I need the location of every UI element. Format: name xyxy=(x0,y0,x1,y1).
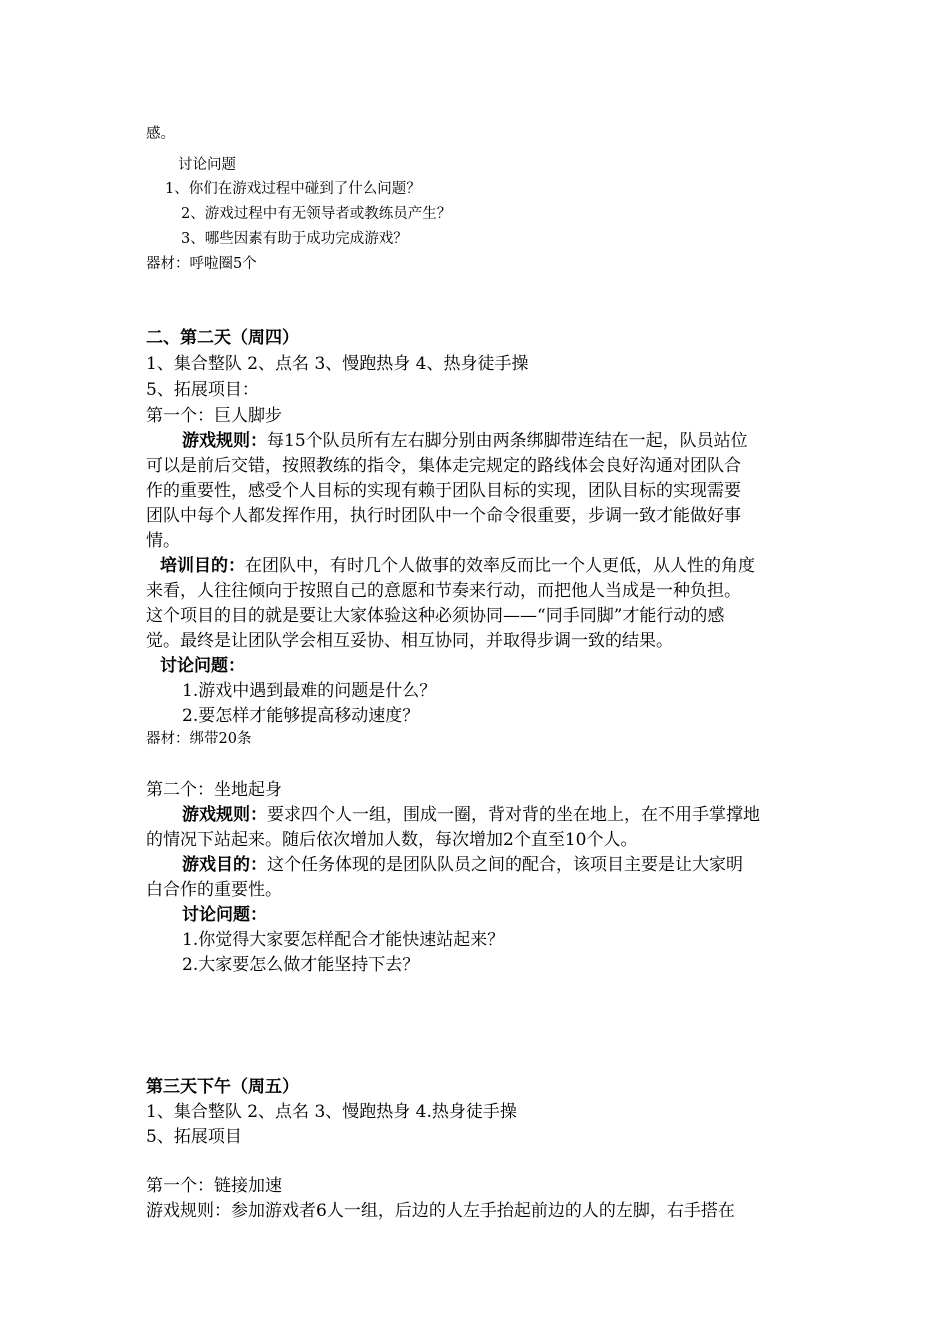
question-item: 2.要怎样才能够提高移动速度？ xyxy=(182,706,420,726)
rule-label: 游戏规则： xyxy=(182,431,267,451)
question-item: 1.游戏中遇到最难的问题是什么？ xyxy=(182,681,437,701)
paragraph-line: 作的重要性，感受个人目标的实现有赖于团队目标的实现，团队目标的实现需要 xyxy=(146,481,741,501)
text-line: 感。 xyxy=(146,126,175,142)
text-line: 5、拓展项目： xyxy=(146,380,259,400)
equipment-line: 器材：呼啦圈5个 xyxy=(146,256,257,272)
paragraph-line: 来看，人往往倾向于按照自己的意愿和节奏来行动，而把他人当成是一种负担。 xyxy=(146,581,741,601)
paragraph-line xyxy=(182,800,760,825)
paragraph-line xyxy=(182,426,748,451)
item-title: 第二个：坐地起身 xyxy=(146,780,282,800)
question-item: 3、哪些因素有助于成功完成游戏？ xyxy=(181,231,408,247)
discussion-heading: 讨论问题： xyxy=(160,656,245,676)
goal-text: 这个任务体现的是团队队员之间的配合，该项目主要是让大家明 xyxy=(267,855,743,875)
paragraph-line xyxy=(160,551,755,576)
question-item: 1.你觉得大家要怎样配合才能快速站起来？ xyxy=(182,930,505,950)
paragraph-line: 游戏规则：参加游戏者6人一组，后边的人左手抬起前边的人的左脚，右手搭在 xyxy=(146,1201,735,1221)
paragraph-line: 团队中每个人都发挥作用，执行时团队中一个命令很重要，步调一致才能做好事 xyxy=(146,506,741,526)
paragraph-line: 白合作的重要性。 xyxy=(146,880,282,900)
paragraph-line: 觉。最终是让团队学会相互妥协、相互协同，并取得步调一致的结果。 xyxy=(146,631,673,651)
question-item: 1、你们在游戏过程中碰到了什么问题？ xyxy=(165,181,421,197)
text-line: 1、集合整队 2、点名 3、慢跑热身 4.热身徒手操 xyxy=(146,1102,517,1122)
question-item: 2.大家要怎么做才能坚持下去？ xyxy=(182,955,420,975)
goal-text: 在团队中，有时几个人做事的效率反而比一个人更低，从人性的角度 xyxy=(245,556,755,576)
rule-label: 游戏规则： xyxy=(182,805,267,825)
item-title: 第一个：巨人脚步 xyxy=(146,406,282,426)
discussion-heading: 讨论问题 xyxy=(178,157,236,173)
text-line: 1、集合整队 2、点名 3、慢跑热身 4、热身徒手操 xyxy=(146,354,529,374)
discussion-heading: 讨论问题： xyxy=(182,905,267,925)
paragraph-line xyxy=(182,850,743,875)
paragraph-line: 可以是前后交错，按照教练的指令，集体走完规定的路线体会良好沟通对团队合 xyxy=(146,456,741,476)
item-title: 第一个：链接加速 xyxy=(146,1176,282,1196)
section-heading-day2: 二、第二天（周四） xyxy=(146,328,299,348)
goal-label: 游戏目的： xyxy=(182,855,267,875)
paragraph-line: 这个项目的目的就是要让大家体验这种必须协同——“同手同脚”才能行动的感 xyxy=(146,606,725,626)
equipment-line: 器材：绑带20条 xyxy=(146,731,252,747)
rule-text: 要求四个人一组，围成一圈，背对背的坐在地上，在不用手掌撑地 xyxy=(267,805,760,825)
paragraph-line: 情。 xyxy=(146,531,180,551)
section-heading-day3: 第三天下午（周五） xyxy=(146,1077,299,1097)
rule-text: 每15个队员所有左右脚分别由两条绑脚带连结在一起，队员站位 xyxy=(267,431,748,451)
text-line: 5、拓展项目 xyxy=(146,1127,242,1147)
question-item: 2、游戏过程中有无领导者或教练员产生？ xyxy=(181,206,452,222)
goal-label: 培训目的： xyxy=(160,556,245,576)
paragraph-line: 的情况下站起来。随后依次增加人数，每次增加2个直至10个人。 xyxy=(146,830,638,850)
